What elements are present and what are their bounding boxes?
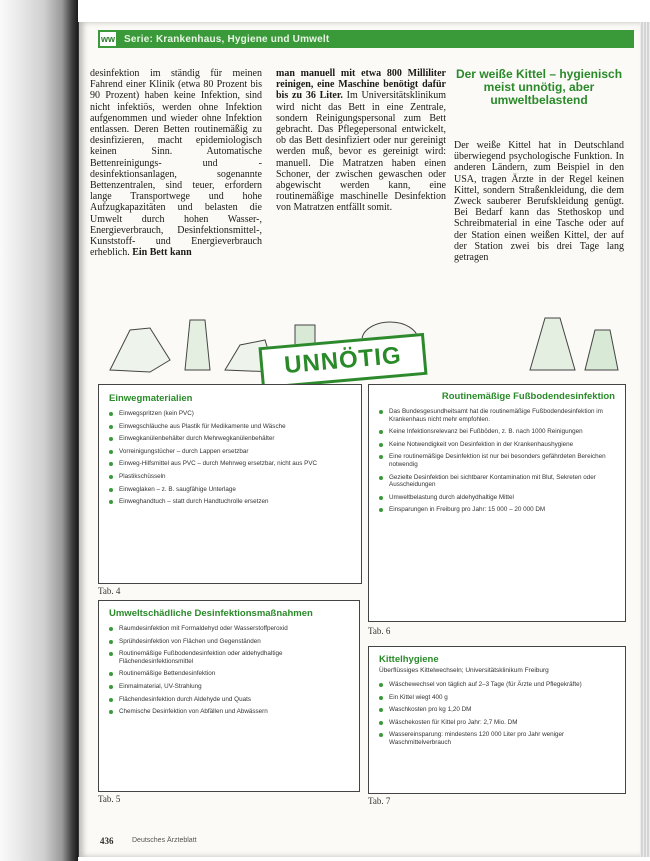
list-item: Keine Infektionsrelevanz bei Fußböden, z. B. nach 1000 Reinigungen — [379, 428, 615, 436]
table-7-title: Kittelhygiene — [379, 654, 439, 665]
table-7-subtitle: Überflüssiges Kittelwechseln; Universitätsklinikum Freiburg — [379, 667, 549, 674]
list-item: Sprühdesinfektion von Flächen und Gegenständen — [109, 638, 349, 646]
column-2-text: Im Universitätsklinikum wird nicht das Bett in eine Zentrale, sondern Reinigungspersonal zum Bett gebracht. Das Pflegepersonal entwickelt, ob das Bett desinfiziert oder nur gereinigt werden muß, bevor es gereinigt wird: manuell. Die Matratzen haben einen Schoner, der zwischen gewaschen oder abgewischt werden kann, eine routinemäßige maschinelle Desinfektion von Matratzen entfällt somit. — [276, 90, 446, 214]
page-edge — [640, 22, 650, 857]
list-item: Umweltbelastung durch aldehydhaltige Mittel — [379, 494, 615, 502]
list-item: Einweghandtuch – statt durch Handtuchrolle ersetzen — [109, 498, 351, 506]
article-column-3 — [454, 140, 624, 263]
list-item: Das Bundesgesundheitsamt hat die routinemäßige Fußbodendesinfektion im Krankenhaus nicht mehr empfohlen. — [379, 408, 615, 423]
list-item: Waschkosten pro kg 1,20 DM — [379, 706, 615, 714]
footer-journal-name: Deutsches Ärzteblatt — [132, 837, 197, 844]
table-7-box — [368, 646, 626, 794]
column-1-text: desinfektion im ständig für meinen Fahrend einer Klinik (etwa 80 Prozent bis 90 Prozent) haben keine Infektion, sind nicht infektiös, werden ohne Infektion aufgenommen und wieder ohne Infektion entlassen. Deren Betten routinemäßig zu desinfizieren, macht epidemiologisch keinen Sinn. Automatische Bettenreinigungs- und -desinfektionsanlagen, sogenannte Bettenzentralen, sind teuer, erfordern lange Transportwege und hohe Aufzugkapazitäten und belasten die Umwelt durch hohen Wasser-, Energieverbrauch, Desinfektionsmittel-, Kunststoff- und Energieverbrauch erheblich. — [90, 68, 262, 259]
unnoetig-banner: UNNÖTIG — [258, 333, 427, 389]
list-item: Routinemäßige Bettendesinfektion — [109, 670, 349, 678]
list-item: Raumdesinfektion mit Formaldehyd oder Wasserstoffperoxid — [109, 625, 349, 633]
table-6-label: Tab. 6 — [368, 626, 391, 636]
table-4-label: Tab. 4 — [98, 586, 121, 596]
list-item: Routinemäßige Fußbodendesinfektion oder aldehydhaltige Flächendesinfektionsmittel — [109, 650, 349, 665]
article-column-2 — [276, 68, 446, 214]
table-5-label: Tab. 5 — [98, 794, 121, 804]
list-item: Chemische Desinfektion von Abfällen und Abwässern — [109, 708, 349, 716]
list-item: Wäschekosten für Kittel pro Jahr: 2,7 Mio. DM — [379, 719, 615, 727]
table-6-title: Routinemäßige Fußbodendesinfektion — [441, 391, 615, 402]
table-7-list — [379, 681, 615, 747]
bottle-drawing — [185, 320, 210, 370]
canister-drawing — [530, 318, 575, 370]
list-item: Wäschewechsel von täglich auf 2–3 Tage (für Ärzte und Pflegekräfte) — [379, 681, 615, 689]
list-item: Einsparungen in Freiburg pro Jahr: 15 000 – 20 000 DM — [379, 506, 615, 514]
list-item: Wassereinsparung: mindestens 120 000 Liter pro Jahr weniger Waschmittelverbrauch — [379, 731, 615, 746]
article-heading: Der weiße Kittel – hygienisch meist unnötig, aber umweltbelastend — [455, 67, 623, 107]
series-title: Serie: Krankenhaus, Hygiene und Umwelt — [124, 33, 330, 45]
list-item: Ein Kittel wiegt 400 g — [379, 694, 615, 702]
article-column-1 — [90, 68, 262, 258]
table-4-list — [109, 410, 351, 506]
table-5-list — [109, 625, 349, 716]
list-item: Flächendesinfektion durch Aldehyde und Quats — [109, 696, 349, 704]
table-6-box — [368, 384, 626, 622]
table-4-box — [98, 384, 362, 584]
list-item: Einwegschläuche aus Plastik für Medikamente und Wäsche — [109, 423, 351, 431]
list-item: Eine routinemäßige Desinfektion ist nur bei besonders gefährdeten Bereichen notwendig — [379, 453, 615, 468]
column-1-bold-end: Ein Bett kann — [132, 247, 192, 259]
list-item: Gezielte Desinfektion bei sichtbarer Kontamination mit Blut, Sekreten oder Ausscheidungen — [379, 474, 615, 489]
list-item: Einwegspritzen (kein PVC) — [109, 410, 351, 418]
page-number: 436 — [100, 836, 114, 846]
list-item: Einweglaken – z. B. saugfähige Unterlage — [109, 486, 351, 494]
table-5-box — [98, 600, 360, 792]
table-6-list — [379, 408, 615, 514]
book-binding — [0, 0, 78, 861]
flask-drawing — [585, 330, 618, 370]
list-item: Plastikschüsseln — [109, 473, 351, 481]
column-3-text: Der weiße Kittel hat in Deutschland überwiegend psychologische Funktion. In anderen Ländern, zum Beispiel in den USA, tragen Ärzte in der Regel keinen Kittel, sondern Straßenkleidung, die dem Zweck sauberer Berufskleidung genügt. Bei Bedarf kann das Stethoskop und Schreibmaterial in eine Tasche oder auf der Station einen weißen Kittel, der auf der Station zwei bis drei Tage lang getragen — [454, 140, 624, 264]
list-item: Keine Notwendigkeit von Desinfektion in der Krankenhaushygiene — [379, 441, 615, 449]
list-item: Einwegkanülenbehälter durch Mehrwegkanülenbehälter — [109, 435, 351, 443]
list-item: Vorreinigungstücher – durch Lappen ersetzbar — [109, 448, 351, 456]
table-4-title: Einwegmaterialien — [109, 393, 193, 404]
list-item: Einweg-Hilfsmittel aus PVC – durch Mehrweg ersetzbar, nicht aus PVC — [109, 460, 351, 468]
list-item: Einmalmaterial, UV-Strahlung — [109, 683, 349, 691]
table-5-title: Umweltschädliche Desinfektionsmaßnahmen — [109, 608, 313, 619]
series-header — [98, 30, 634, 48]
journal-logo: ww — [100, 34, 115, 44]
table-7-label: Tab. 7 — [368, 796, 391, 806]
glove-drawing — [110, 328, 170, 372]
column-2-bold-lead: man manuell mit etwa 800 Milliliter reinigen, eine Maschine benötigt dafür bis zu 36 Liter. — [276, 68, 446, 102]
